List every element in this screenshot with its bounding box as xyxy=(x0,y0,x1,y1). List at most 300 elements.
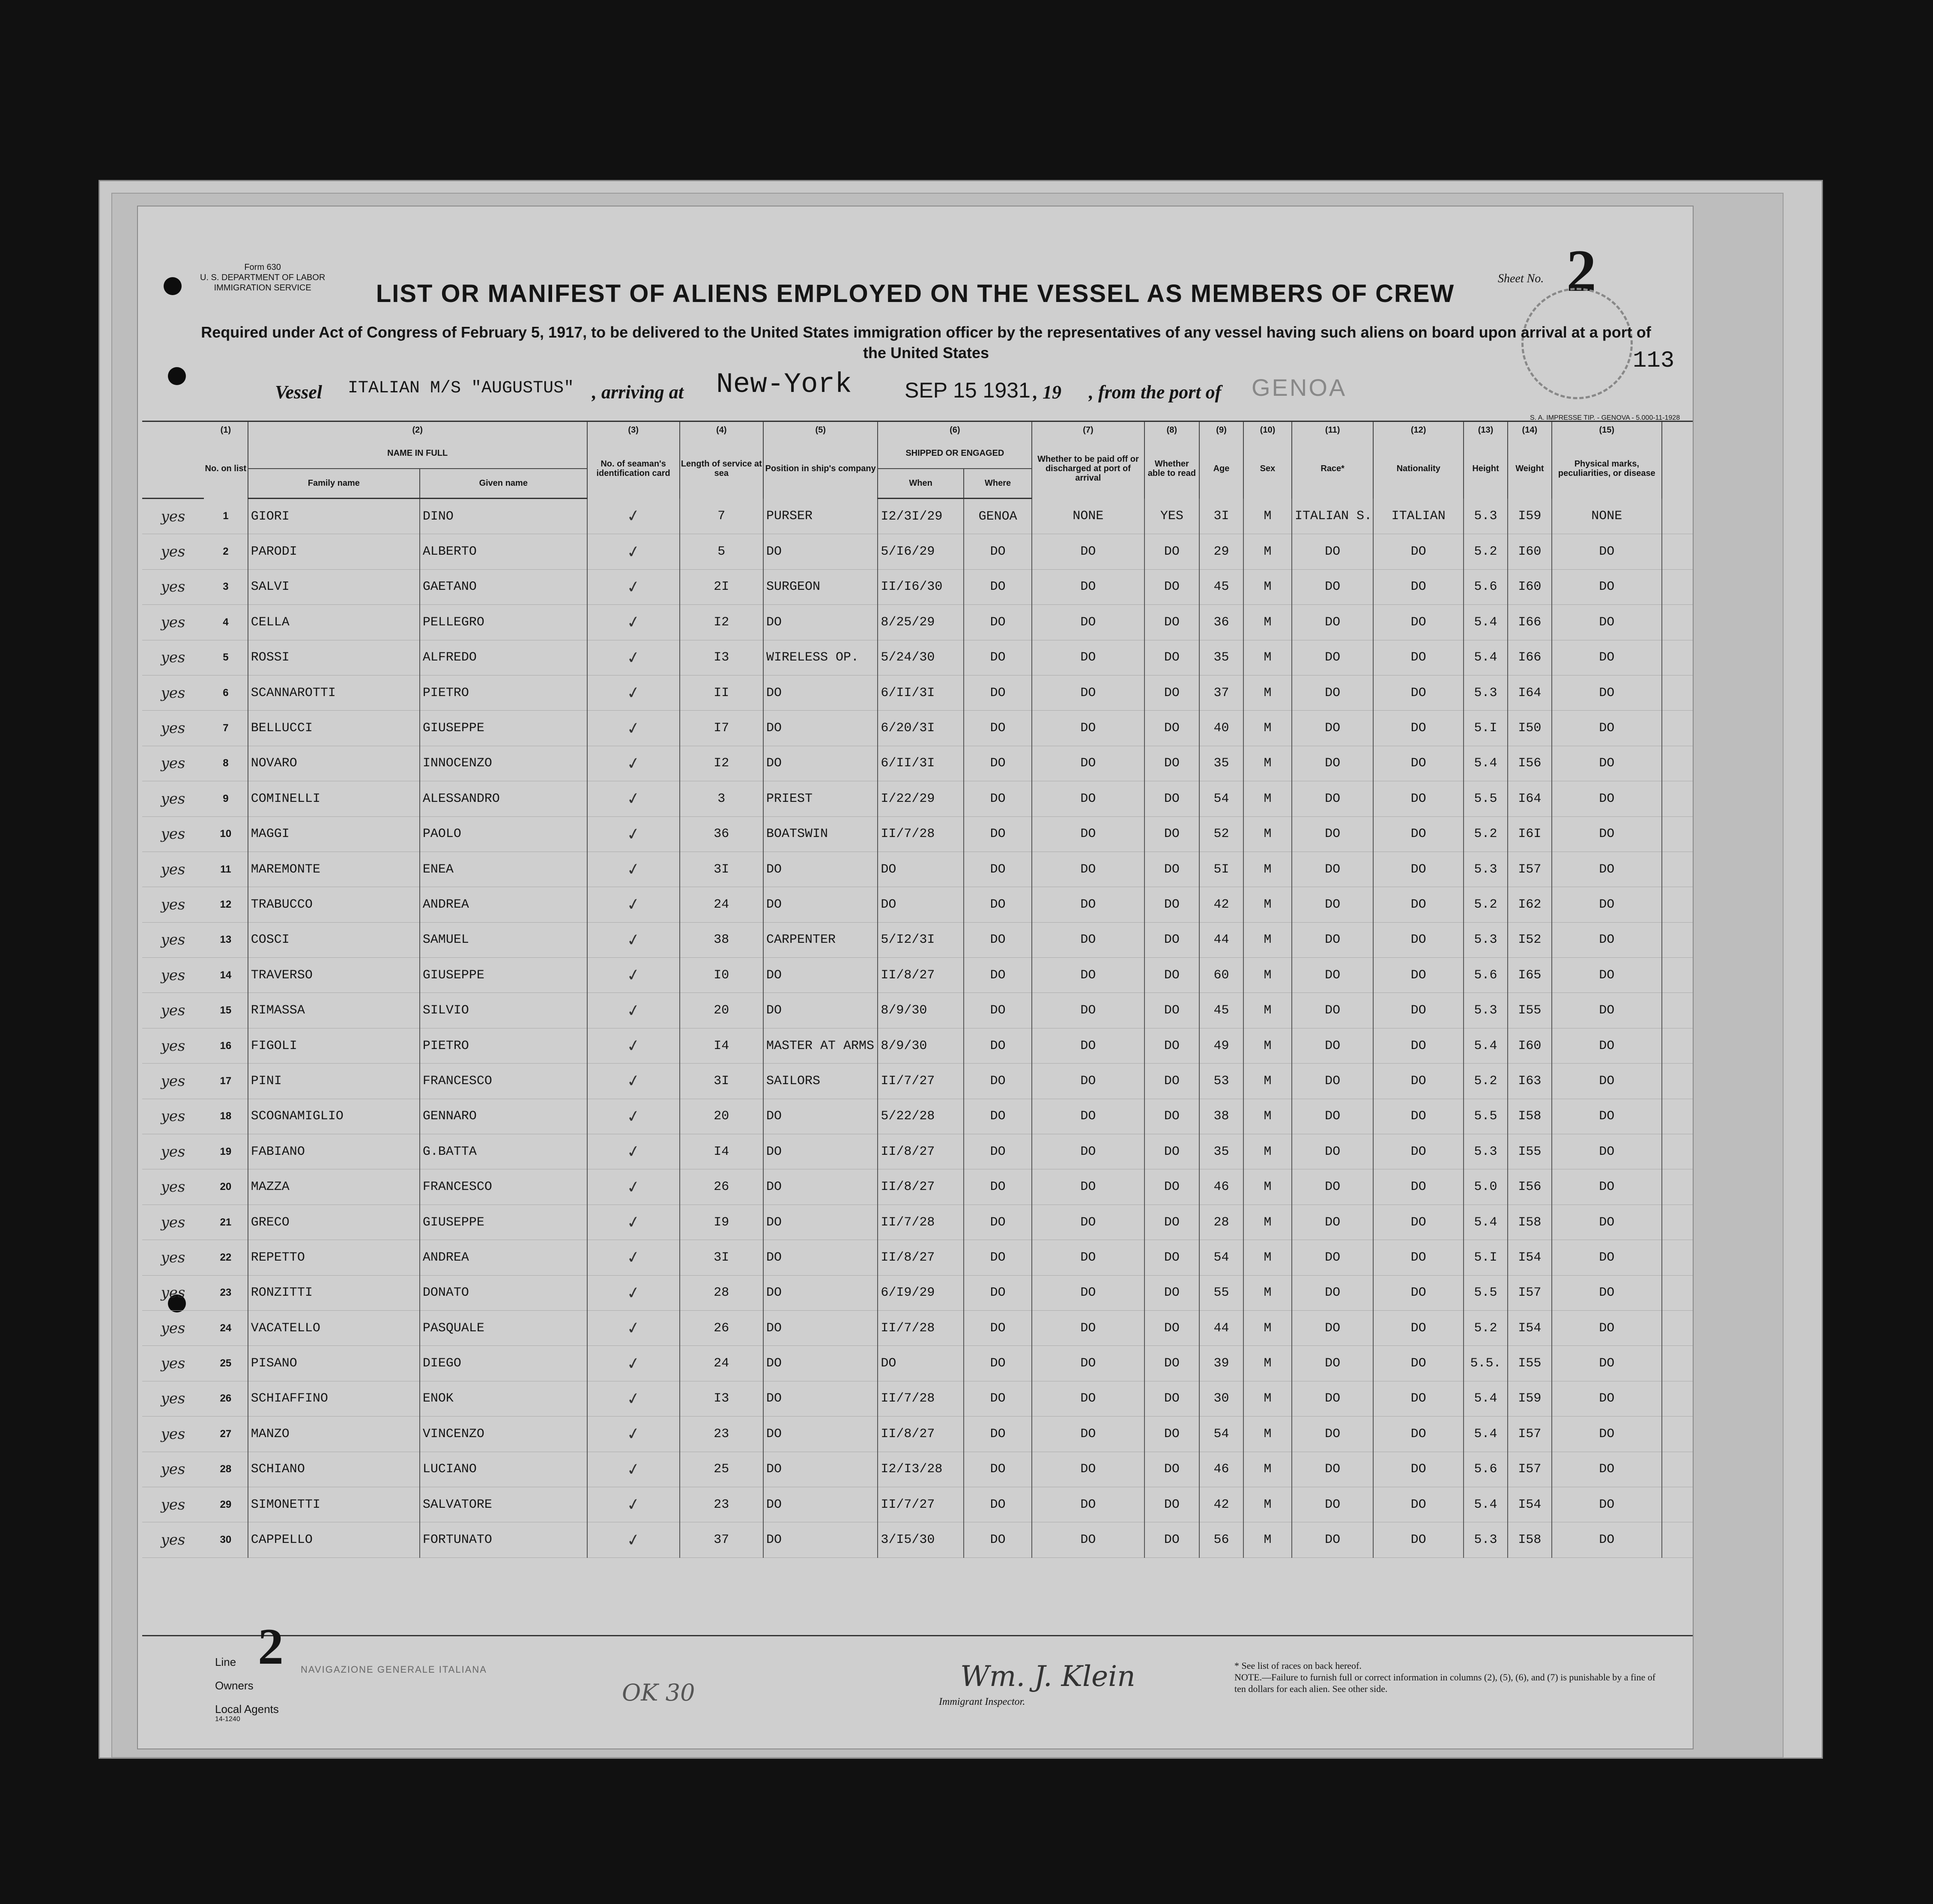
age: 54 xyxy=(1199,781,1243,816)
handwritten-yes: yes xyxy=(142,1487,204,1522)
id-card-checkmark xyxy=(587,993,680,1028)
race: DO xyxy=(1292,1310,1373,1345)
table-row xyxy=(142,605,1693,640)
length-of-service: 36 xyxy=(680,816,763,852)
table-row xyxy=(142,1064,1693,1099)
position: MASTER AT ARMS xyxy=(763,1028,878,1063)
family-name: PINI xyxy=(248,1064,420,1099)
sex: M xyxy=(1243,1134,1292,1169)
blank-cell xyxy=(1662,1099,1693,1134)
race: DO xyxy=(1292,922,1373,957)
handwritten-yes: yes xyxy=(142,852,204,887)
id-card-checkmark xyxy=(587,640,680,675)
sex: M xyxy=(1243,640,1292,675)
physical-marks: DO xyxy=(1552,993,1662,1028)
age: 55 xyxy=(1199,1275,1243,1310)
able-to-read: DO xyxy=(1144,993,1200,1028)
shipped-where: DO xyxy=(964,1099,1032,1134)
family-name: BELLUCCI xyxy=(248,711,420,746)
age: 53 xyxy=(1199,1064,1243,1099)
physical-marks: DO xyxy=(1552,1240,1662,1275)
family-name: PISANO xyxy=(248,1346,420,1381)
checkmark-icon: ✓ xyxy=(625,1459,642,1480)
physical-marks: DO xyxy=(1552,1487,1662,1522)
family-name: CELLA xyxy=(248,605,420,640)
line-number-stamp: 2 xyxy=(258,1618,284,1675)
row-number: 11 xyxy=(204,852,248,887)
age: 49 xyxy=(1199,1028,1243,1063)
from-label: , from the port of xyxy=(1089,382,1222,403)
blank-cell xyxy=(1662,640,1693,675)
sex: M xyxy=(1243,1064,1292,1099)
family-name: MANZO xyxy=(248,1417,420,1452)
department-name: U. S. DEPARTMENT OF LABOR xyxy=(200,273,326,282)
race: DO xyxy=(1292,1064,1373,1099)
table-row xyxy=(142,1169,1693,1205)
physical-marks: DO xyxy=(1552,675,1662,710)
row-number: 6 xyxy=(204,675,248,710)
given-name: ANDREA xyxy=(420,1240,587,1275)
nationality: DO xyxy=(1373,958,1464,993)
height: 5.0 xyxy=(1464,1169,1508,1205)
position: DO xyxy=(763,1275,878,1310)
family-name: GRECO xyxy=(248,1205,420,1240)
paid-off: DO xyxy=(1032,993,1144,1028)
given-name: FORTUNATO xyxy=(420,1522,587,1557)
position: DO xyxy=(763,534,878,569)
weight: I66 xyxy=(1508,605,1552,640)
position: DO xyxy=(763,852,878,887)
blank-cell xyxy=(1662,675,1693,710)
id-card-checkmark xyxy=(587,1099,680,1134)
weight: I54 xyxy=(1508,1487,1552,1522)
shipped-where: DO xyxy=(964,852,1032,887)
blank-cell xyxy=(1662,1452,1693,1487)
given-name: INNOCENZO xyxy=(420,746,587,781)
family-name: PARODI xyxy=(248,534,420,569)
col-number-9: (9) xyxy=(1199,421,1243,439)
weight: I58 xyxy=(1508,1522,1552,1557)
sex: M xyxy=(1243,1381,1292,1416)
id-card-checkmark xyxy=(587,922,680,957)
service-name: IMMIGRATION SERVICE xyxy=(214,283,311,293)
weight: I56 xyxy=(1508,746,1552,781)
given-name: DIEGO xyxy=(420,1346,587,1381)
header-weight: Weight xyxy=(1508,439,1552,499)
length-of-service: 24 xyxy=(680,887,763,922)
nationality: DO xyxy=(1373,816,1464,852)
race: DO xyxy=(1292,569,1373,604)
paid-off: DO xyxy=(1032,852,1144,887)
length-of-service: 26 xyxy=(680,1310,763,1345)
penalty-note: NOTE.—Failure to furnish full or correct information in columns (2), (5), (6), and (7) is punishable by a fine of ten dollars for each alien. See other side. xyxy=(1234,1672,1656,1694)
table-row xyxy=(142,1099,1693,1134)
position: DO xyxy=(763,605,878,640)
race: DO xyxy=(1292,958,1373,993)
shipped-where: DO xyxy=(964,746,1032,781)
race: DO xyxy=(1292,887,1373,922)
family-name: COMINELLI xyxy=(248,781,420,816)
height: 5.4 xyxy=(1464,640,1508,675)
weight: I59 xyxy=(1508,499,1552,534)
checkmark-icon: ✓ xyxy=(625,858,642,880)
position: SAILORS xyxy=(763,1064,878,1099)
nationality: DO xyxy=(1373,922,1464,957)
length-of-service: I3 xyxy=(680,1381,763,1416)
nationality: DO xyxy=(1373,534,1464,569)
given-name: VINCENZO xyxy=(420,1417,587,1452)
shipped-where: DO xyxy=(964,1205,1032,1240)
weight: I64 xyxy=(1508,781,1552,816)
position: DO xyxy=(763,1205,878,1240)
checkmark-icon: ✓ xyxy=(625,647,642,668)
able-to-read: DO xyxy=(1144,816,1200,852)
weight: I62 xyxy=(1508,887,1552,922)
page-title: LIST OR MANIFEST OF ALIENS EMPLOYED ON THE VESSEL AS MEMBERS OF CREW xyxy=(376,280,1455,308)
blank-cell xyxy=(1662,1169,1693,1205)
age: 29 xyxy=(1199,534,1243,569)
sex: M xyxy=(1243,1310,1292,1345)
age: 44 xyxy=(1199,1310,1243,1345)
weight: I58 xyxy=(1508,1099,1552,1134)
shipped-when: 6/20/3I xyxy=(878,711,964,746)
height: 5.3 xyxy=(1464,852,1508,887)
weight: I58 xyxy=(1508,1205,1552,1240)
year-label: , 19 xyxy=(1033,382,1061,403)
shipped-when: II/7/28 xyxy=(878,816,964,852)
weight: I63 xyxy=(1508,1064,1552,1099)
blank-cell xyxy=(1662,1522,1693,1557)
able-to-read: DO xyxy=(1144,569,1200,604)
shipped-when: 3/I5/30 xyxy=(878,1522,964,1557)
physical-marks: DO xyxy=(1552,1134,1662,1169)
shipped-where: DO xyxy=(964,1487,1032,1522)
header-given-name: Given name xyxy=(420,469,587,499)
handwritten-yes: yes xyxy=(142,675,204,710)
table-row xyxy=(142,816,1693,852)
paid-off: NONE xyxy=(1032,499,1144,534)
shipped-when: II/8/27 xyxy=(878,958,964,993)
length-of-service: 23 xyxy=(680,1487,763,1522)
header-length-of-service: Length of service at sea xyxy=(680,439,763,499)
handwritten-yes: yes xyxy=(142,711,204,746)
nationality: DO xyxy=(1373,1169,1464,1205)
sheet-no-label: Sheet No. xyxy=(1498,272,1544,285)
shipped-when: II/7/27 xyxy=(878,1064,964,1099)
col-number-14: (14) xyxy=(1508,421,1552,439)
length-of-service: 20 xyxy=(680,1099,763,1134)
id-card-checkmark xyxy=(587,1310,680,1345)
paid-off: DO xyxy=(1032,1275,1144,1310)
blank-cell xyxy=(1662,922,1693,957)
shipped-where: DO xyxy=(964,993,1032,1028)
row-number: 28 xyxy=(204,1452,248,1487)
family-name: FIGOLI xyxy=(248,1028,420,1063)
arrival-date-stamp: SEP 15 1931 xyxy=(905,378,1031,402)
able-to-read: DO xyxy=(1144,922,1200,957)
physical-marks: DO xyxy=(1552,605,1662,640)
blank-cell xyxy=(1662,534,1693,569)
able-to-read: DO xyxy=(1144,1099,1200,1134)
family-name: REPETTO xyxy=(248,1240,420,1275)
shipped-where: DO xyxy=(964,1275,1032,1310)
shipped-where: DO xyxy=(964,781,1032,816)
shipped-when: 8/9/30 xyxy=(878,1028,964,1063)
age: 54 xyxy=(1199,1240,1243,1275)
physical-marks: DO xyxy=(1552,534,1662,569)
height: 5.3 xyxy=(1464,922,1508,957)
header-race: Race* xyxy=(1292,439,1373,499)
position: DO xyxy=(763,746,878,781)
physical-marks: DO xyxy=(1552,711,1662,746)
table-row xyxy=(142,640,1693,675)
nationality: DO xyxy=(1373,1064,1464,1099)
shipped-where: GENOA xyxy=(964,499,1032,534)
race: DO xyxy=(1292,1522,1373,1557)
able-to-read: DO xyxy=(1144,1381,1200,1416)
nationality: DO xyxy=(1373,1240,1464,1275)
able-to-read: DO xyxy=(1144,1064,1200,1099)
shipped-when: 5/24/30 xyxy=(878,640,964,675)
race: DO xyxy=(1292,746,1373,781)
handwritten-yes: yes xyxy=(142,746,204,781)
shipped-where: DO xyxy=(964,816,1032,852)
physical-marks: DO xyxy=(1552,852,1662,887)
handwritten-yes: yes xyxy=(142,640,204,675)
id-card-checkmark xyxy=(587,1240,680,1275)
shipped-when: I2/3I/29 xyxy=(878,499,964,534)
length-of-service: I9 xyxy=(680,1205,763,1240)
race: DO xyxy=(1292,1099,1373,1134)
form-number: Form 630 xyxy=(244,263,281,272)
blank-cell xyxy=(1662,993,1693,1028)
paid-off: DO xyxy=(1032,781,1144,816)
checkmark-icon: ✓ xyxy=(625,1353,642,1374)
race: DO xyxy=(1292,1487,1373,1522)
physical-marks: DO xyxy=(1552,1381,1662,1416)
shipped-when: 5/I2/3I xyxy=(878,922,964,957)
physical-marks: DO xyxy=(1552,1064,1662,1099)
table-row xyxy=(142,887,1693,922)
checkmark-icon: ✓ xyxy=(625,1035,642,1056)
physical-marks: DO xyxy=(1552,1346,1662,1381)
position: DO xyxy=(763,1169,878,1205)
position: DO xyxy=(763,1452,878,1487)
header-id-card: No. of seaman's identification card xyxy=(587,439,680,499)
nationality: DO xyxy=(1373,1452,1464,1487)
row-number: 23 xyxy=(204,1275,248,1310)
sex: M xyxy=(1243,1028,1292,1063)
header-family-name: Family name xyxy=(248,469,420,499)
sex: M xyxy=(1243,1452,1292,1487)
checkmark-icon: ✓ xyxy=(625,1141,642,1162)
physical-marks: DO xyxy=(1552,746,1662,781)
able-to-read: DO xyxy=(1144,1310,1200,1345)
col-number-3: (3) xyxy=(587,421,680,439)
physical-marks: DO xyxy=(1552,1028,1662,1063)
paid-off: DO xyxy=(1032,1064,1144,1099)
race: DO xyxy=(1292,1240,1373,1275)
given-name: GAETANO xyxy=(420,569,587,604)
col-number-10: (10) xyxy=(1243,421,1292,439)
row-number: 17 xyxy=(204,1064,248,1099)
weight: I57 xyxy=(1508,1417,1552,1452)
weight: I55 xyxy=(1508,1134,1552,1169)
paid-off: DO xyxy=(1032,605,1144,640)
able-to-read: DO xyxy=(1144,1028,1200,1063)
length-of-service: 3 xyxy=(680,781,763,816)
nationality: DO xyxy=(1373,675,1464,710)
able-to-read: DO xyxy=(1144,852,1200,887)
row-number: 20 xyxy=(204,1169,248,1205)
shipped-when: II/8/27 xyxy=(878,1134,964,1169)
shipped-when: DO xyxy=(878,887,964,922)
nationality: DO xyxy=(1373,1487,1464,1522)
position: DO xyxy=(763,1381,878,1416)
table-row xyxy=(142,781,1693,816)
age: 45 xyxy=(1199,993,1243,1028)
length-of-service: 37 xyxy=(680,1522,763,1557)
height: 5.5. xyxy=(1464,1346,1508,1381)
shipped-when: 5/22/28 xyxy=(878,1099,964,1134)
row-number: 16 xyxy=(204,1028,248,1063)
blank-cell xyxy=(1662,746,1693,781)
given-name: PELLEGRO xyxy=(420,605,587,640)
race: ITALIAN S. xyxy=(1292,499,1373,534)
handwritten-yes: yes xyxy=(142,1028,204,1063)
sex: M xyxy=(1243,922,1292,957)
vessel-name: ITALIAN M/S "AUGUSTUS" xyxy=(348,379,574,398)
position: DO xyxy=(763,1134,878,1169)
nationality: DO xyxy=(1373,1099,1464,1134)
header-shipped-or-engaged: SHIPPED OR ENGAGED xyxy=(878,439,1032,469)
id-card-checkmark xyxy=(587,1346,680,1381)
height: 5.3 xyxy=(1464,1134,1508,1169)
weight: I56 xyxy=(1508,1169,1552,1205)
col-number-12: (12) xyxy=(1373,421,1464,439)
row-number: 3 xyxy=(204,569,248,604)
checkmark-icon: ✓ xyxy=(625,1246,642,1268)
table-row xyxy=(142,1417,1693,1452)
shipped-where: DO xyxy=(964,1064,1032,1099)
family-name: SCOGNAMIGLIO xyxy=(248,1099,420,1134)
physical-marks: DO xyxy=(1552,1417,1662,1452)
paid-off: DO xyxy=(1032,711,1144,746)
inspector-signature: Wm. J. Klein xyxy=(960,1660,1135,1693)
length-of-service: 25 xyxy=(680,1452,763,1487)
handwritten-yes: yes xyxy=(142,1346,204,1381)
height: 5.4 xyxy=(1464,746,1508,781)
family-name: FABIANO xyxy=(248,1134,420,1169)
age: 42 xyxy=(1199,1487,1243,1522)
family-name: CAPPELLO xyxy=(248,1522,420,1557)
position: WIRELESS OP. xyxy=(763,640,878,675)
age: 35 xyxy=(1199,640,1243,675)
nationality: DO xyxy=(1373,781,1464,816)
id-card-checkmark xyxy=(587,958,680,993)
vessel-line xyxy=(275,368,1560,412)
family-name: RONZITTI xyxy=(248,1275,420,1310)
paid-off: DO xyxy=(1032,1169,1144,1205)
paid-off: DO xyxy=(1032,1134,1144,1169)
height: 5.2 xyxy=(1464,1064,1508,1099)
given-name: FRANCESCO xyxy=(420,1064,587,1099)
given-name: ALBERTO xyxy=(420,534,587,569)
length-of-service: 3I xyxy=(680,1064,763,1099)
id-card-checkmark xyxy=(587,1169,680,1205)
checkmark-icon: ✓ xyxy=(625,1317,642,1339)
id-card-checkmark xyxy=(587,887,680,922)
race: DO xyxy=(1292,534,1373,569)
weight: I60 xyxy=(1508,1028,1552,1063)
height: 5.4 xyxy=(1464,1417,1508,1452)
sex: M xyxy=(1243,1240,1292,1275)
given-name: PIETRO xyxy=(420,675,587,710)
weight: I65 xyxy=(1508,958,1552,993)
family-name: MAZZA xyxy=(248,1169,420,1205)
checkmark-icon: ✓ xyxy=(625,1211,642,1233)
family-name: COSCI xyxy=(248,922,420,957)
physical-marks: NONE xyxy=(1552,499,1662,534)
row-number: 30 xyxy=(204,1522,248,1557)
handwritten-yes: yes xyxy=(142,1205,204,1240)
blank-cell xyxy=(1662,1205,1693,1240)
table-row xyxy=(142,958,1693,993)
length-of-service: I7 xyxy=(680,711,763,746)
physical-marks: DO xyxy=(1552,781,1662,816)
given-name: PIETRO xyxy=(420,1028,587,1063)
position: DO xyxy=(763,1417,878,1452)
position: DO xyxy=(763,675,878,710)
age: 39 xyxy=(1199,1346,1243,1381)
length-of-service: I4 xyxy=(680,1134,763,1169)
table-row xyxy=(142,1381,1693,1416)
col-number-2: (2) xyxy=(248,421,587,439)
vessel-label: Vessel xyxy=(275,382,322,403)
checkmark-icon: ✓ xyxy=(625,541,642,562)
handwritten-yes: yes xyxy=(142,1275,204,1310)
sex: M xyxy=(1243,993,1292,1028)
age: 54 xyxy=(1199,1417,1243,1452)
races-note: * See list of races on back hereof. xyxy=(1234,1660,1362,1671)
paid-off: DO xyxy=(1032,569,1144,604)
checkmark-icon: ✓ xyxy=(625,1070,642,1091)
col-number-1: (1) xyxy=(204,421,248,439)
header-nationality: Nationality xyxy=(1373,439,1464,499)
nationality: DO xyxy=(1373,746,1464,781)
physical-marks: DO xyxy=(1552,922,1662,957)
shipped-where: DO xyxy=(964,1346,1032,1381)
paid-off: DO xyxy=(1032,534,1144,569)
family-name: TRABUCCO xyxy=(248,887,420,922)
col-number-7: (7) xyxy=(1032,421,1144,439)
table-row xyxy=(142,746,1693,781)
nationality: DO xyxy=(1373,1346,1464,1381)
handwritten-yes: yes xyxy=(142,1522,204,1557)
able-to-read: DO xyxy=(1144,640,1200,675)
row-number: 22 xyxy=(204,1240,248,1275)
handwritten-yes: yes xyxy=(142,993,204,1028)
crew-manifest-table xyxy=(142,421,1693,1558)
checkmark-icon: ✓ xyxy=(625,1000,642,1021)
length-of-service: 3I xyxy=(680,852,763,887)
position: DO xyxy=(763,958,878,993)
col-number-15: (15) xyxy=(1552,421,1662,439)
shipped-when: II/8/27 xyxy=(878,1240,964,1275)
shipped-when: II/7/27 xyxy=(878,1487,964,1522)
race: DO xyxy=(1292,1169,1373,1205)
paid-off: DO xyxy=(1032,1522,1144,1557)
